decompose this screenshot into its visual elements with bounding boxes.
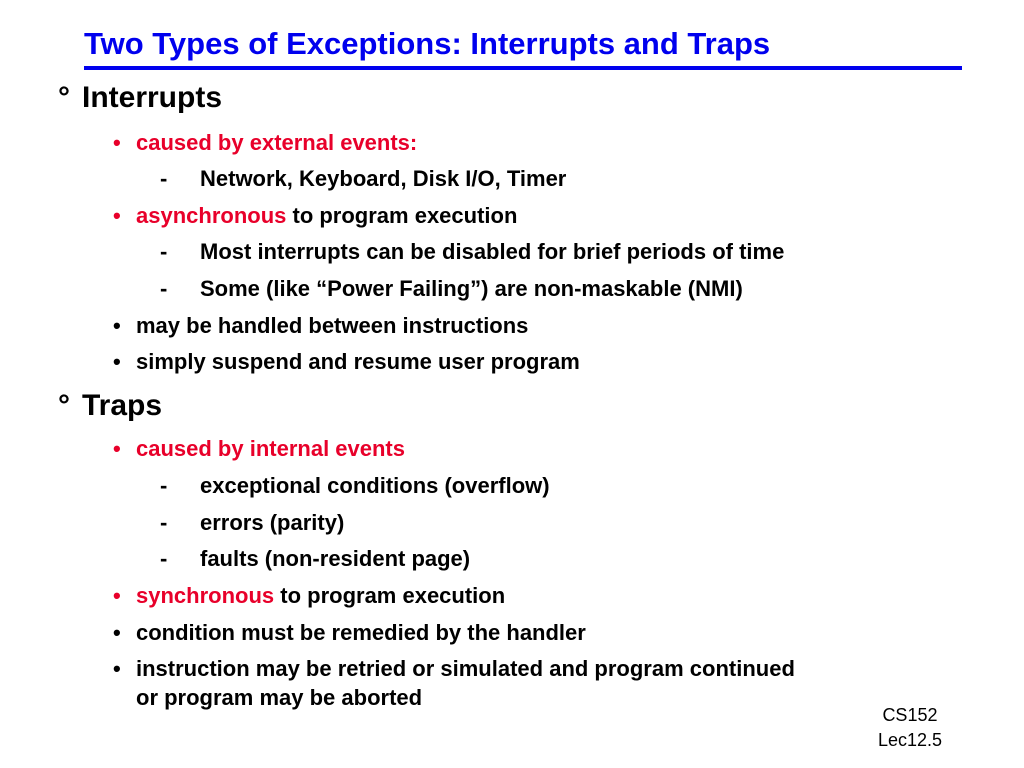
- interrupts-heading: [58, 81, 222, 115]
- dash-icon: -: [160, 276, 168, 301]
- bullet-icon: •: [113, 203, 121, 228]
- bullet-icon: •: [113, 620, 121, 645]
- title-underline: [84, 66, 962, 70]
- overflow-text: exceptional conditions (overflow): [200, 473, 550, 498]
- async-rest-text: to program execution: [286, 203, 518, 228]
- slide-footer: [878, 703, 942, 753]
- bullet-icon: •: [113, 656, 121, 681]
- sync-rest-text: to program execution: [274, 583, 506, 608]
- slide-title: Two Types of Exceptions: Interrupts and Traps: [84, 26, 771, 61]
- lecture-label: Lec12.5: [877, 730, 942, 750]
- bullet-icon: •: [113, 130, 121, 155]
- external-events-text: caused by external events:: [136, 130, 418, 155]
- dash-icon: -: [160, 473, 168, 498]
- degree-bullet-icon: °: [58, 389, 70, 422]
- retried-text-line2: or program may be aborted: [136, 685, 423, 710]
- degree-bullet-icon: °: [58, 81, 70, 114]
- bullet-icon: •: [113, 313, 121, 338]
- synchronous-keyword: synchronous: [136, 583, 275, 608]
- internal-events-text: caused by internal events: [136, 436, 405, 461]
- course-label: CS152: [882, 705, 938, 725]
- faults-text: faults (non-resident page): [200, 546, 471, 571]
- between-instructions-text: may be handled between instructions: [136, 313, 529, 338]
- dash-icon: -: [160, 239, 168, 264]
- traps-heading-text: Traps: [82, 389, 163, 422]
- dash-icon: -: [160, 166, 168, 191]
- remedied-text: condition must be remedied by the handler: [136, 620, 586, 645]
- retried-text-line1: instruction may be retried or simulated and program continued: [136, 656, 795, 681]
- bullet-icon: •: [113, 349, 121, 374]
- disabled-text: Most interrupts can be disabled for brief periods of time: [200, 239, 785, 264]
- dash-icon: -: [160, 510, 168, 535]
- power-failing-text: Some (like “Power Failing”) are non-maskable (NMI): [200, 276, 743, 301]
- network-keyboard-text: Network, Keyboard, Disk I/O, Timer: [200, 166, 567, 191]
- bullet-icon: •: [113, 436, 121, 461]
- parity-text: errors (parity): [200, 510, 345, 535]
- asynchronous-keyword: asynchronous: [136, 203, 287, 228]
- interrupts-heading-text: Interrupts: [82, 81, 223, 114]
- bullet-icon: •: [113, 583, 121, 608]
- dash-icon: -: [160, 546, 168, 571]
- suspend-resume-text: simply suspend and resume user program: [136, 349, 580, 374]
- traps-heading: [58, 389, 162, 423]
